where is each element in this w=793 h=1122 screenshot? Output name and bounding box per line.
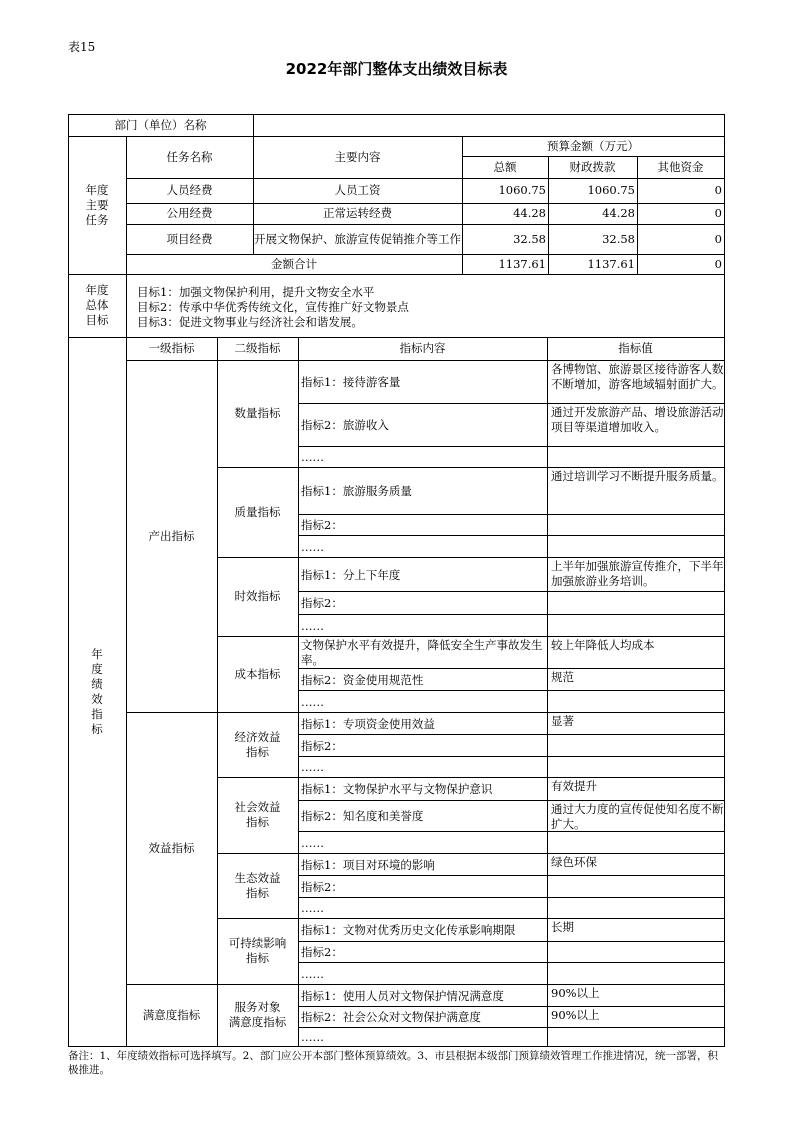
dept-name-value xyxy=(253,114,724,136)
indicator-content-cell: 指标2： xyxy=(301,596,343,610)
task-row-content: 人员工资 xyxy=(334,183,381,197)
footnote: 备注：1、年度绩效指标可选择填写。2、部门应公开本部门整体预算绩效。3、市县根据本级部门预算绩效管理工作推进情况，统一部署，积极推进。 xyxy=(68,1050,719,1076)
indicator-content-cell: 指标1：文物保护水平与文物保护意识 xyxy=(301,782,493,796)
goal-line: 目标1：加强文物保护利用，提升文物安全水平 xyxy=(137,285,375,299)
indicator-content-cell: 指标2： xyxy=(301,945,343,959)
level2-economic: 经济效益 指标 xyxy=(234,729,281,759)
indicator-content-cell: 指标1：接待游客量 xyxy=(301,375,401,389)
col-budget: 预算金额（万元） xyxy=(547,138,639,153)
col-level1: 一级指标 xyxy=(148,341,195,355)
col-fiscal: 财政拨款 xyxy=(569,159,616,174)
col-indicator-content: 指标内容 xyxy=(399,341,446,355)
indicator-value-cell: 显著 xyxy=(551,714,574,728)
task-row-other: 0 xyxy=(714,231,722,246)
indicator-content-cell: …… xyxy=(301,966,324,981)
indicator-value-cell: 各博物馆、旅游景区接待游客人数不断增加，游客地域辐射面扩大。 xyxy=(551,362,724,391)
task-row-fiscal: 1060.75 xyxy=(587,183,635,197)
goals-section-label: 年度 总体 目标 xyxy=(85,283,109,327)
col-total: 总额 xyxy=(493,159,517,174)
sum-other: 0 xyxy=(714,256,722,271)
dept-name-label: 部门（单位）名称 xyxy=(114,117,207,132)
indicator-content-cell: 指标2：旅游收入 xyxy=(301,418,389,432)
page-title: 2022年部门整体支出绩效目标表 xyxy=(285,60,508,78)
level2-timeliness: 时效指标 xyxy=(234,589,281,603)
col-level2: 二级指标 xyxy=(234,341,281,355)
task-row-name: 人员经费 xyxy=(166,183,213,197)
level2-sustainable: 可持续影响 指标 xyxy=(228,936,287,965)
level2-cost: 成本指标 xyxy=(234,666,281,681)
indicator-content-cell: 指标2：资金使用规范性 xyxy=(301,672,424,687)
level2-quantity: 数量指标 xyxy=(234,406,281,420)
indicator-value-cell: 绿色环保 xyxy=(551,855,597,869)
indicator-content-cell: …… xyxy=(301,618,324,633)
indicator-content-cell: 指标1：项目对环境的影响 xyxy=(301,857,435,872)
task-row-other: 0 xyxy=(714,183,722,197)
task-row-fiscal: 44.28 xyxy=(602,206,635,220)
goal-line: 目标3：促进文物事业与经济社会和谐发展。 xyxy=(137,315,363,329)
indicator-content-cell: 指标1：旅游服务质量 xyxy=(301,484,412,498)
indicator-content-cell: 指标2： xyxy=(301,518,343,532)
task-row-other: 0 xyxy=(714,206,722,220)
indicator-content-cell: 指标2： xyxy=(301,738,343,753)
level2-social: 社会效益 指标 xyxy=(234,800,281,829)
indicator-content-cell: …… xyxy=(301,539,324,554)
indicator-value-cell: 通过培训学习不断提升服务质量。 xyxy=(551,469,724,483)
indicator-content-cell: 指标1：分上下年度 xyxy=(301,567,401,582)
indicator-content-cell: 指标2： xyxy=(301,879,343,894)
level1-output: 产出指标 xyxy=(148,528,195,543)
table-hline xyxy=(126,1046,218,1047)
indicators-section-label: 年 度 绩 效 指 标 xyxy=(91,646,103,736)
indicator-value-cell: 90%以上 xyxy=(551,1008,600,1022)
indicator-content-cell: 指标2：知名度和美誉度 xyxy=(301,809,424,823)
task-row-total: 44.28 xyxy=(513,206,546,220)
indicator-value-cell: 规范 xyxy=(551,670,574,684)
task-row-total: 32.58 xyxy=(513,231,546,246)
indicator-value-cell: 长期 xyxy=(551,920,574,934)
col-indicator-value: 指标值 xyxy=(618,341,653,355)
indicator-content-cell: 指标1：使用人员对文物保护情况满意度 xyxy=(301,988,504,1003)
table-vline xyxy=(126,274,127,338)
indicator-value-cell: 有效提升 xyxy=(551,779,597,793)
indicator-value-cell: 上半年加强旅游宣传推介，下半年加强旅游业务培训。 xyxy=(551,559,724,588)
indicator-content-cell: 文物保护水平有效提升，降低安全生产事故发生率。 xyxy=(301,638,543,667)
level2-service: 服务对象 满意度指标 xyxy=(228,1000,287,1029)
indicator-content-cell: …… xyxy=(301,450,324,464)
sum-label: 金额合计 xyxy=(271,256,317,271)
level2-quality: 质量指标 xyxy=(234,504,281,519)
table-hline xyxy=(68,274,725,275)
col-other: 其他资金 xyxy=(657,159,704,174)
indicator-content-cell: …… xyxy=(301,901,324,915)
task-row-fiscal: 32.58 xyxy=(602,231,635,246)
indicator-content-cell: …… xyxy=(301,760,324,774)
table-hline xyxy=(298,1046,725,1047)
table-hline xyxy=(217,1046,299,1047)
level2-ecological: 生态效益 指标 xyxy=(234,870,281,900)
indicator-value-cell: 90%以上 xyxy=(551,986,600,1000)
indicator-content-cell: …… xyxy=(301,835,324,850)
sum-total: 1137.61 xyxy=(498,256,546,271)
task-row-total: 1060.75 xyxy=(498,183,546,197)
sum-fiscal: 1137.61 xyxy=(587,256,635,271)
task-row-content: 开展文物保护、旅游宣传促销推介等工作 xyxy=(254,231,461,246)
indicator-content-cell: 指标1：文物对优秀历史文化传承影响期限 xyxy=(301,923,516,937)
indicator-value-cell: 通过开发旅游产品、增设旅游活动项目等渠道增加收入。 xyxy=(551,405,724,434)
level1-benefit: 效益指标 xyxy=(148,840,195,855)
task-section-label: 年度 主要 任务 xyxy=(85,182,109,227)
task-row-name: 项目经费 xyxy=(166,231,213,246)
indicator-content-cell: …… xyxy=(301,1030,324,1044)
level1-satisfaction: 满意度指标 xyxy=(142,1007,201,1022)
indicator-value-cell: 较上年降低人均成本 xyxy=(551,638,655,652)
task-row-name: 公用经费 xyxy=(166,206,213,220)
col-task-name: 任务名称 xyxy=(166,149,213,164)
indicator-value-cell: 通过大力度的宣传促使知名度不断扩大。 xyxy=(551,802,724,831)
col-main-content: 主要内容 xyxy=(334,149,381,164)
indicator-content-cell: …… xyxy=(301,694,324,709)
indicator-content-cell: 指标1：专项资金使用效益 xyxy=(301,716,435,731)
indicator-content-cell: 指标2：社会公众对文物保护满意度 xyxy=(301,1010,481,1024)
goal-line: 目标2：传承中华优秀传统文化，宣传推广好文物景点 xyxy=(137,300,409,314)
task-row-content: 正常运转经费 xyxy=(323,206,392,220)
goals-list xyxy=(134,283,722,333)
page-label: 表15 xyxy=(68,40,96,54)
